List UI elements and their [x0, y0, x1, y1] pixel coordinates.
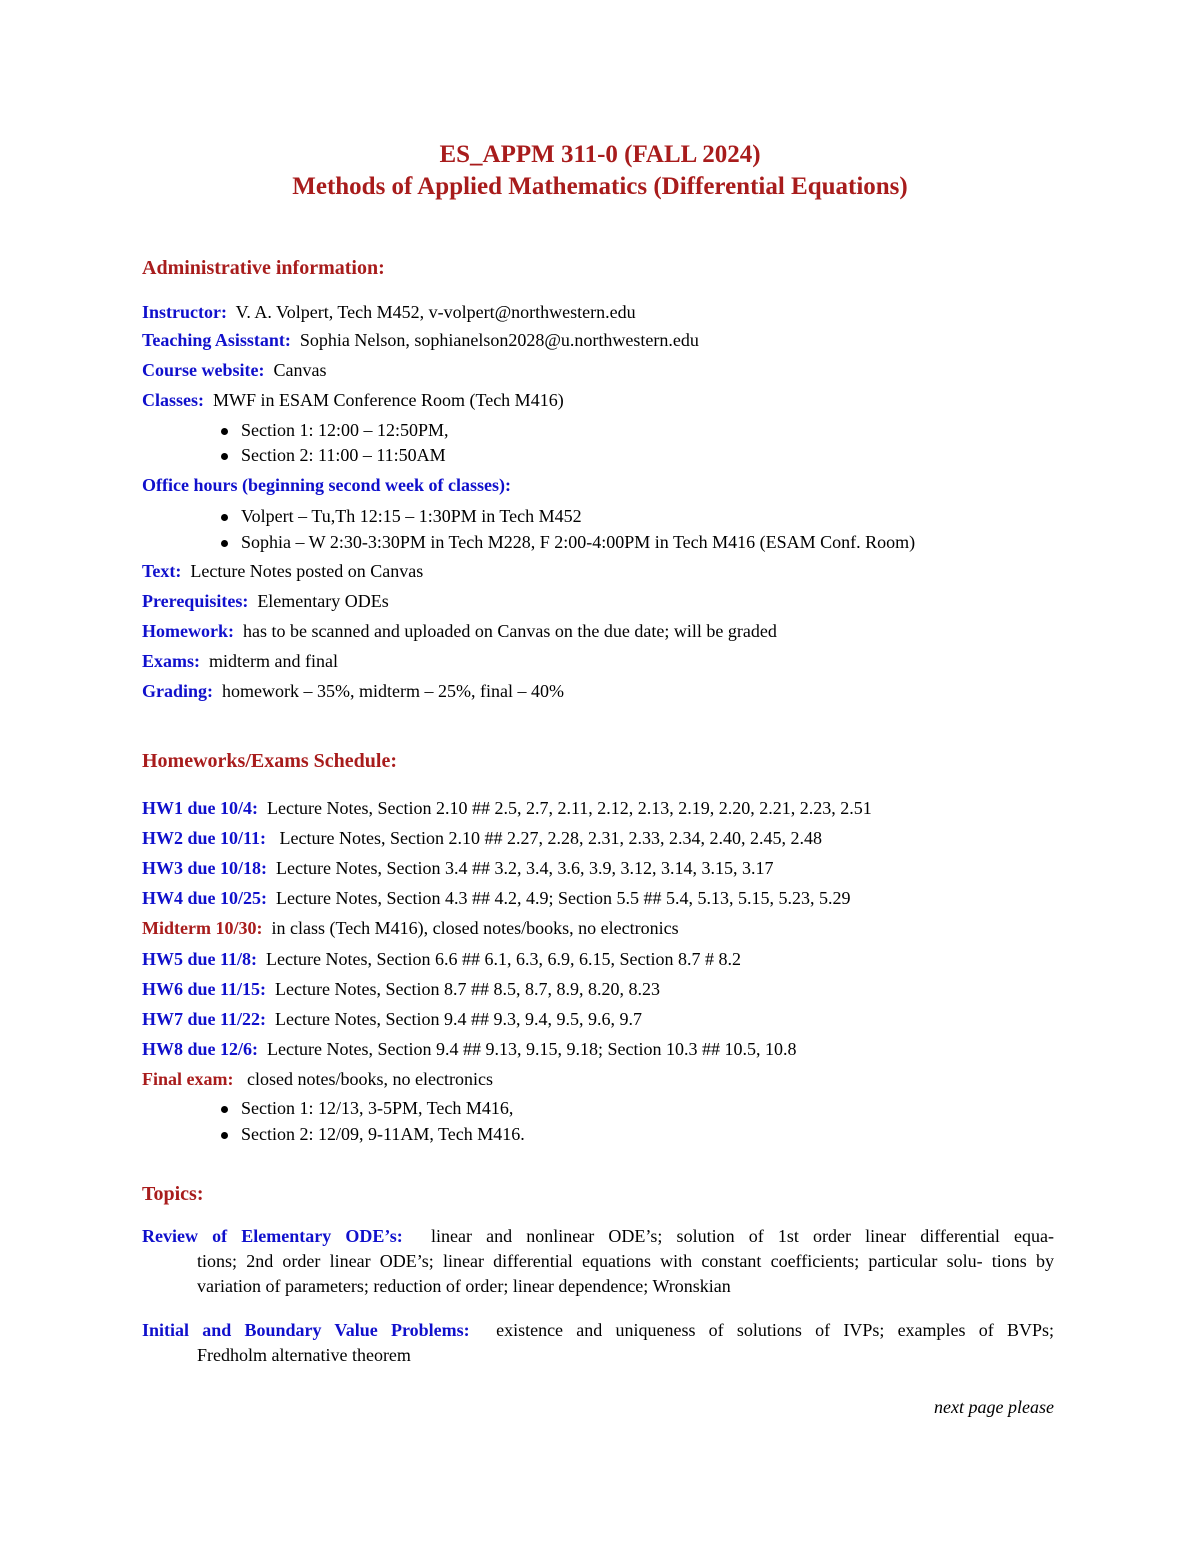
schedule-row: [142, 857, 773, 879]
ta-label: Teaching Asisstant:: [142, 330, 291, 350]
instructor-label: Instructor:: [142, 302, 227, 322]
course-code: ES_APPM 311-0 (FALL 2024): [439, 141, 761, 168]
office-hours-label: Office hours (beginning second week of classes):: [142, 475, 511, 495]
office-hours-text: Volpert – Tu,Th 12:15 – 1:30PM in Tech M452: [241, 506, 582, 526]
schedule-label: HW4 due 10/25:: [142, 888, 268, 908]
final-section-item: [222, 1097, 513, 1119]
bullet-dot: [221, 453, 228, 460]
schedule-value: Lecture Notes, Section 9.4 ## 9.3, 9.4, 9.5, 9.6, 9.7: [275, 1009, 642, 1029]
homework-line: [142, 620, 777, 642]
text-label: Text:: [142, 561, 182, 581]
bullet-dot: [221, 1106, 228, 1113]
class-section-item: [222, 444, 446, 466]
prereq-label: Prerequisites:: [142, 591, 249, 611]
ta-line: [142, 329, 699, 351]
schedule-value: closed notes/books, no electronics: [247, 1069, 493, 1089]
schedule-row: [142, 948, 741, 970]
schedule-value: Lecture Notes, Section 3.4 ## 3.2, 3.4, 3.6, 3.9, 3.12, 3.14, 3.15, 3.17: [276, 858, 774, 878]
office-hours-text: Sophia – W 2:30-3:30PM in Tech M228, F 2:00-4:00PM in Tech M416 (ESAM Conf. Room): [241, 532, 916, 552]
final-section-text: Section 2: 12/09, 9-11AM, Tech M416.: [241, 1124, 525, 1144]
next-page-note: next page please: [934, 1397, 1054, 1417]
exams-line: [142, 650, 338, 672]
homework-value: has to be scanned and uploaded on Canvas on the due date; will be graded: [242, 621, 777, 641]
schedule-label: HW5 due 11/8:: [142, 949, 258, 969]
schedule-row: [142, 827, 822, 849]
class-section-text: Section 1: 12:00 – 12:50PM,: [241, 420, 449, 440]
topic-first-text: existence and uniqueness of solutions of IVPs; examples of BVPs;: [496, 1320, 1054, 1340]
schedule-row: [142, 1038, 796, 1060]
bullet-dot: [221, 428, 228, 435]
schedule-label: HW1 due 10/4:: [142, 798, 259, 818]
instructor-value: V. A. Volpert, Tech M452, v-volpert@northwestern.edu: [235, 302, 636, 322]
topic-first-line: [142, 1224, 1054, 1249]
schedule-heading: Homeworks/Exams Schedule:: [142, 750, 397, 772]
prereq-value: Elementary ODEs: [257, 591, 389, 611]
classes-line: [142, 389, 564, 411]
admin-heading: Administrative information:: [142, 257, 385, 279]
schedule-label: HW6 due 11/15:: [142, 979, 267, 999]
exams-label: Exams:: [142, 651, 200, 671]
schedule-value: Lecture Notes, Section 6.6 ## 6.1, 6.3, 6.9, 6.15, Section 8.7 # 8.2: [266, 949, 741, 969]
bullet-dot: [221, 540, 228, 547]
class-section-item: [222, 419, 449, 441]
classes-value: MWF in ESAM Conference Room (Tech M416): [213, 390, 564, 410]
final-exam-label: Final exam:: [142, 1069, 234, 1089]
topic-first-line: [142, 1318, 1054, 1343]
website-value: Canvas: [273, 360, 327, 380]
topic-rest-text: Fredholm alternative theorem: [197, 1345, 411, 1365]
final-section-item: [222, 1123, 525, 1145]
topic-label: Review of Elementary ODE’s:: [142, 1226, 403, 1246]
schedule-value: in class (Tech M416), closed notes/books, no electronics: [271, 918, 679, 938]
bullet-dot: [221, 1132, 228, 1139]
schedule-value: Lecture Notes, Section 2.10 ## 2.27, 2.28, 2.31, 2.33, 2.34, 2.40, 2.45, 2.48: [279, 828, 822, 848]
schedule-row: [142, 978, 660, 1000]
grading-line: [142, 680, 564, 702]
prereq-line: [142, 590, 389, 612]
website-line: [142, 359, 326, 381]
classes-label: Classes:: [142, 390, 204, 410]
schedule-label: HW7 due 11/22:: [142, 1009, 267, 1029]
schedule-row: [142, 1068, 493, 1090]
schedule-value: Lecture Notes, Section 8.7 ## 8.5, 8.7, 8.9, 8.20, 8.23: [275, 979, 660, 999]
schedule-row: [142, 797, 872, 819]
ta-value: Sophia Nelson, sophianelson2028@u.northwestern.edu: [299, 330, 699, 350]
schedule-label: HW8 due 12/6:: [142, 1039, 259, 1059]
schedule-value: Lecture Notes, Section 9.4 ## 9.13, 9.15, 9.18; Section 10.3 ## 10.5, 10.8: [267, 1039, 797, 1059]
course-title: Methods of Applied Mathematics (Differential Equations): [292, 173, 908, 200]
schedule-label: HW2 due 10/11:: [142, 828, 267, 848]
grading-label: Grading:: [142, 681, 214, 701]
website-label: Course website:: [142, 360, 265, 380]
schedule-row: [142, 917, 679, 939]
topic-item: [142, 1318, 1054, 1368]
topic-item: [142, 1224, 1054, 1299]
instructor-line: [142, 301, 636, 323]
schedule-value: Lecture Notes, Section 4.3 ## 4.2, 4.9; Section 5.5 ## 5.4, 5.13, 5.15, 5.23, 5.29: [276, 888, 851, 908]
office-hours-item: [222, 531, 915, 553]
topic-rest-text: tions; 2nd order linear ODE’s; linear differential equations with constant coefficients; particular solu- tions by variation of parameters; reduction of order; linear dependence; Wronskian: [197, 1251, 1054, 1296]
topic-first-text: linear and nonlinear ODE’s; solution of 1st order linear differential equa-: [431, 1226, 1055, 1246]
homework-label: Homework:: [142, 621, 234, 641]
office-hours-line: [142, 474, 511, 496]
bullet-dot: [221, 514, 228, 521]
exams-value: midterm and final: [209, 651, 338, 671]
topic-label: Initial and Boundary Value Problems:: [142, 1320, 470, 1340]
class-section-text: Section 2: 11:00 – 11:50AM: [241, 445, 446, 465]
topics-heading: Topics:: [142, 1183, 204, 1205]
grading-value: homework – 35%, midterm – 25%, final – 40%: [222, 681, 564, 701]
text-value: Lecture Notes posted on Canvas: [190, 561, 424, 581]
final-section-text: Section 1: 12/13, 3-5PM, Tech M416,: [241, 1098, 514, 1118]
schedule-value: Lecture Notes, Section 2.10 ## 2.5, 2.7, 2.11, 2.12, 2.13, 2.19, 2.20, 2.21, 2.23, 2.51: [267, 798, 872, 818]
schedule-label: HW3 due 10/18:: [142, 858, 268, 878]
schedule-row: [142, 1008, 642, 1030]
schedule-row: [142, 887, 850, 909]
office-hours-item: [222, 505, 582, 527]
midterm-label: Midterm 10/30:: [142, 918, 263, 938]
text-line: [142, 560, 423, 582]
